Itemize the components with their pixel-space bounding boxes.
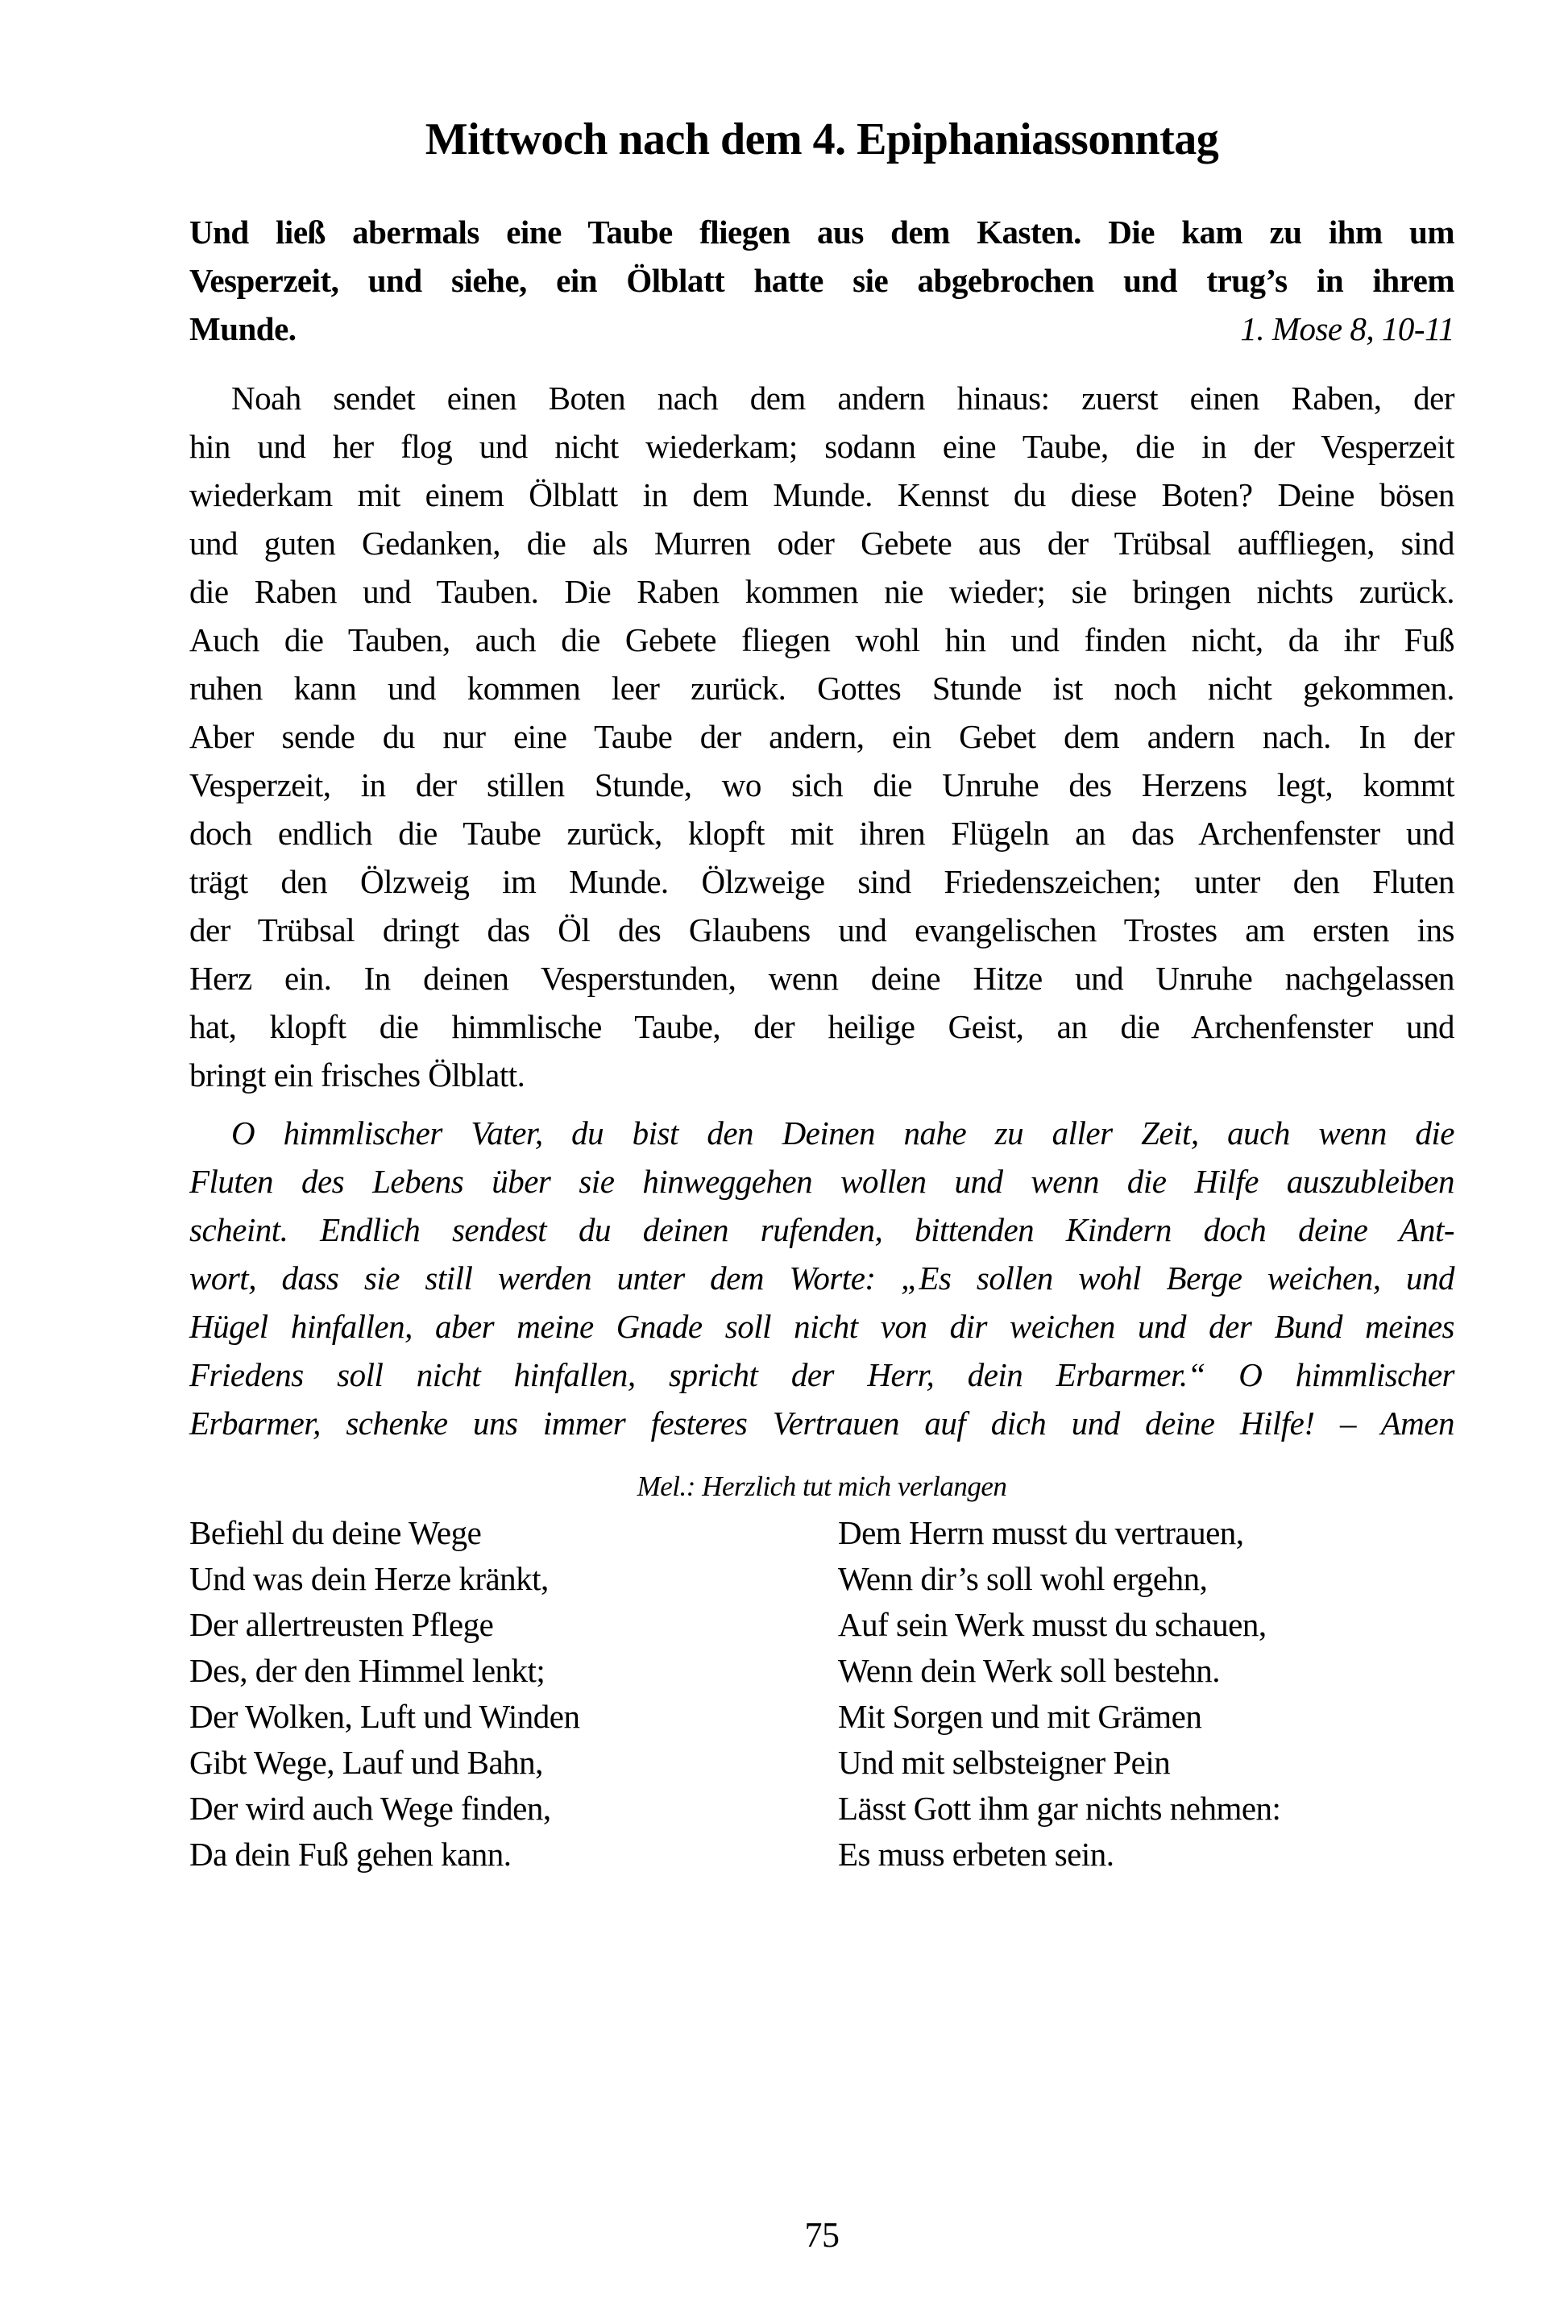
text-line: ruhen kann und kommen leer zurück. Gottes Stunde ist noch nicht gekommen. [189,670,1454,707]
hymn-line: Wenn dein Werk soll bestehn. [838,1652,1220,1689]
devotion-paragraph [189,374,1454,1099]
text-line: Aber sende du nur eine Taube der andern, ein Gebet dem andern nach. In der [189,718,1454,755]
page-number: 75 [804,2215,840,2255]
hymn-line: Lässt Gott ihm gar nichts nehmen: [838,1790,1281,1827]
hymn-line: Der allertreusten Pflege [189,1606,494,1643]
hymn-line: Des, der den Himmel lenkt; [189,1652,545,1689]
scripture-line: Vesperzeit, und siehe, ein Ölblatt hatte sie abgebrochen und trug’s in ihrem [189,262,1454,299]
text-line: Friedens soll nicht hinfallen, spricht der Herr, dein Erbarmer.“ O himmlischer [189,1356,1454,1393]
text-line: wort, dass sie still werden unter dem Worte: „Es sollen wohl Berge weichen, und [189,1260,1454,1297]
text-line: Fluten des Lebens über sie hinweggehen wollen und wenn die Hilfe auszubleiben [189,1163,1454,1200]
text-line: die Raben und Tauben. Die Raben kommen nie wieder; sie bringen nichts zurück. [189,573,1454,610]
scripture-last-line-row [189,305,1454,353]
hymn-line: Der Wolken, Luft und Winden [189,1698,580,1735]
text-line: und guten Gedanken, die als Murren oder Gebete aus der Trübsal auffliegen, sind [189,525,1454,562]
hymn-line: Es muss erbeten sein. [838,1836,1114,1873]
text-line: Herz ein. In deinen Vesperstunden, wenn deine Hitze und Unruhe nachgelassen [189,960,1454,997]
text-line: doch endlich die Taube zurück, klopft mit ihren Flügeln an das Archenfenster und [189,815,1454,852]
text-line: Erbarmer, schenke uns immer festeres Vertrauen auf dich und deine Hilfe! – Amen [189,1405,1454,1442]
text-line: wiederkam mit einem Ölblatt in dem Munde. Kennst du diese Boten? Deine bösen [189,476,1454,513]
text-line: Vesperzeit, in der stillen Stunde, wo sich die Unruhe des Herzens legt, kommt [189,766,1454,803]
hymn-line: Gibt Wege, Lauf und Bahn, [189,1744,543,1781]
text-line: Auch die Tauben, auch die Gebete fliegen wohl hin und finden nicht, da ihr Fuß [189,621,1454,658]
scripture-passage [189,208,1454,353]
text-line: trägt den Ölzweig im Munde. Ölzweige sind Friedenszeichen; unter den Fluten [189,863,1454,900]
hymn-verse [189,1510,1454,1878]
hymn-line: Befiehl du deine Wege [189,1514,482,1551]
prayer-paragraph [189,1109,1454,1447]
scripture-last-line: Munde. [189,310,297,347]
hymn-melody-label: Mel.: Herzlich tut mich verlangen [637,1471,1007,1502]
text-line: der Trübsal dringt das Öl des Glaubens und evangelischen Trostes am ersten ins [189,911,1454,948]
text-block [189,0,1454,1878]
hymn-line: Dem Herrn musst du vertrauen, [838,1514,1244,1551]
hymn-line: Wenn dir’s soll wohl ergehn, [838,1560,1208,1597]
page-title: Mittwoch nach dem 4. Epiphaniassonntag [425,114,1219,164]
text-line: scheint. Endlich sendest du deinen rufenden, bittenden Kindern doch deine Ant- [189,1211,1454,1248]
hymn-line: Mit Sorgen und mit Grämen [838,1698,1202,1735]
text-line: hat, klopft die himmlische Taube, der heilige Geist, an die Archenfenster und [189,1008,1454,1045]
text-line: bringt ein frisches Ölblatt. [189,1056,525,1094]
scripture-reference: 1. Mose 8, 10-11 [1240,310,1454,347]
text-line: hin und her flog und nicht wiederkam; sodann eine Taube, die in der Vesperzeit [189,428,1454,465]
text-line: Hügel hinfallen, aber meine Gnade soll nicht von dir weichen und der Bund meines [189,1308,1454,1345]
hymn-line: Und mit selbsteigner Pein [838,1744,1171,1781]
hymn-line: Der wird auch Wege finden, [189,1790,551,1827]
hymn-right-column [838,1510,1280,1878]
text-line: O himmlischer Vater, du bist den Deinen nahe zu aller Zeit, auch wenn die [231,1114,1454,1152]
text-line: Noah sendet einen Boten nach dem andern hinaus: zuerst einen Raben, der [231,380,1454,417]
hymn-line: Und was dein Herze kränkt, [189,1560,549,1597]
hymn-line: Auf sein Werk musst du schauen, [838,1606,1267,1643]
hymn-line: Da dein Fuß gehen kann. [189,1836,512,1873]
scripture-line: Und ließ abermals eine Taube fliegen aus dem Kasten. Die kam zu ihm um [189,214,1454,251]
